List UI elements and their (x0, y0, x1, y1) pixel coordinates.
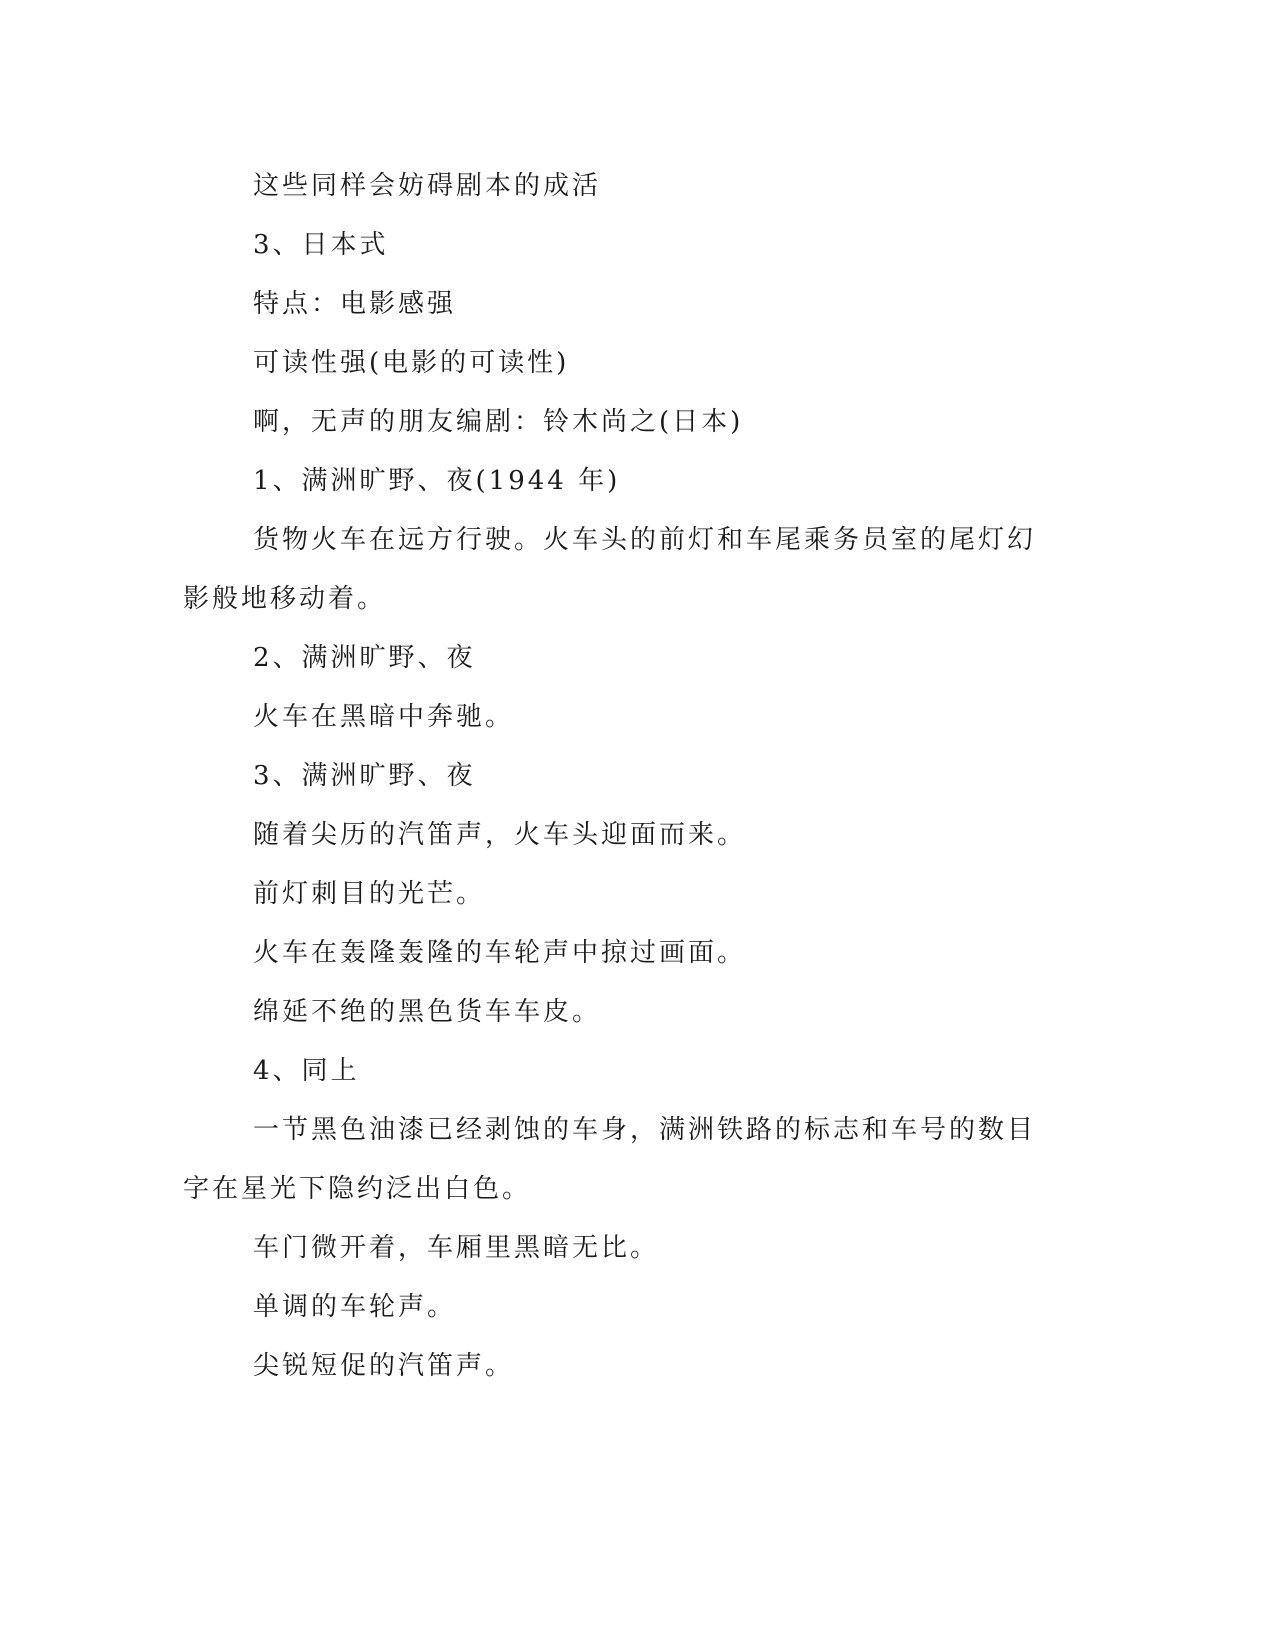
paragraph: 特点：电影感强 (253, 289, 457, 319)
paragraph: 车门微开着，车厢里黑暗无比。 (253, 1233, 660, 1263)
scene-heading: 3、满洲旷野、夜 (253, 761, 476, 791)
paragraph: 尖锐短促的汽笛声。 (253, 1351, 515, 1381)
scene-heading: 1、满洲旷野、夜(1944 年) (253, 466, 621, 496)
paragraph: 货物火车在远方行驶。火车头的前灯和车尾乘务员室的尾灯幻影般地移动着。 (183, 525, 1037, 614)
paragraph: 可读性强(电影的可读性) (253, 348, 570, 378)
paragraph: 前灯刺目的光芒。 (253, 879, 486, 909)
scene-heading: 2、满洲旷野、夜 (253, 643, 476, 673)
paragraph: 随着尖历的汽笛声，火车头迎面而来。 (253, 820, 747, 850)
script-title: 啊，无声的朋友编剧：铃木尚之(日本) (253, 407, 744, 437)
paragraph: 这些同样会妨碍剧本的成活 (253, 171, 602, 201)
paragraph: 绵延不绝的黑色货车车皮。 (253, 997, 602, 1027)
document-body (183, 157, 1063, 1396)
paragraph: 火车在黑暗中奔驰。 (253, 702, 515, 732)
paragraph: 一节黑色油漆已经剥蚀的车身，满洲铁路的标志和车号的数目字在星光下隐约泛出白色。 (183, 1115, 1037, 1204)
paragraph: 火车在轰隆轰隆的车轮声中掠过画面。 (253, 938, 747, 968)
paragraph: 单调的车轮声。 (253, 1292, 457, 1322)
scene-heading: 4、同上 (253, 1056, 360, 1086)
section-heading: 3、日本式 (253, 230, 389, 260)
